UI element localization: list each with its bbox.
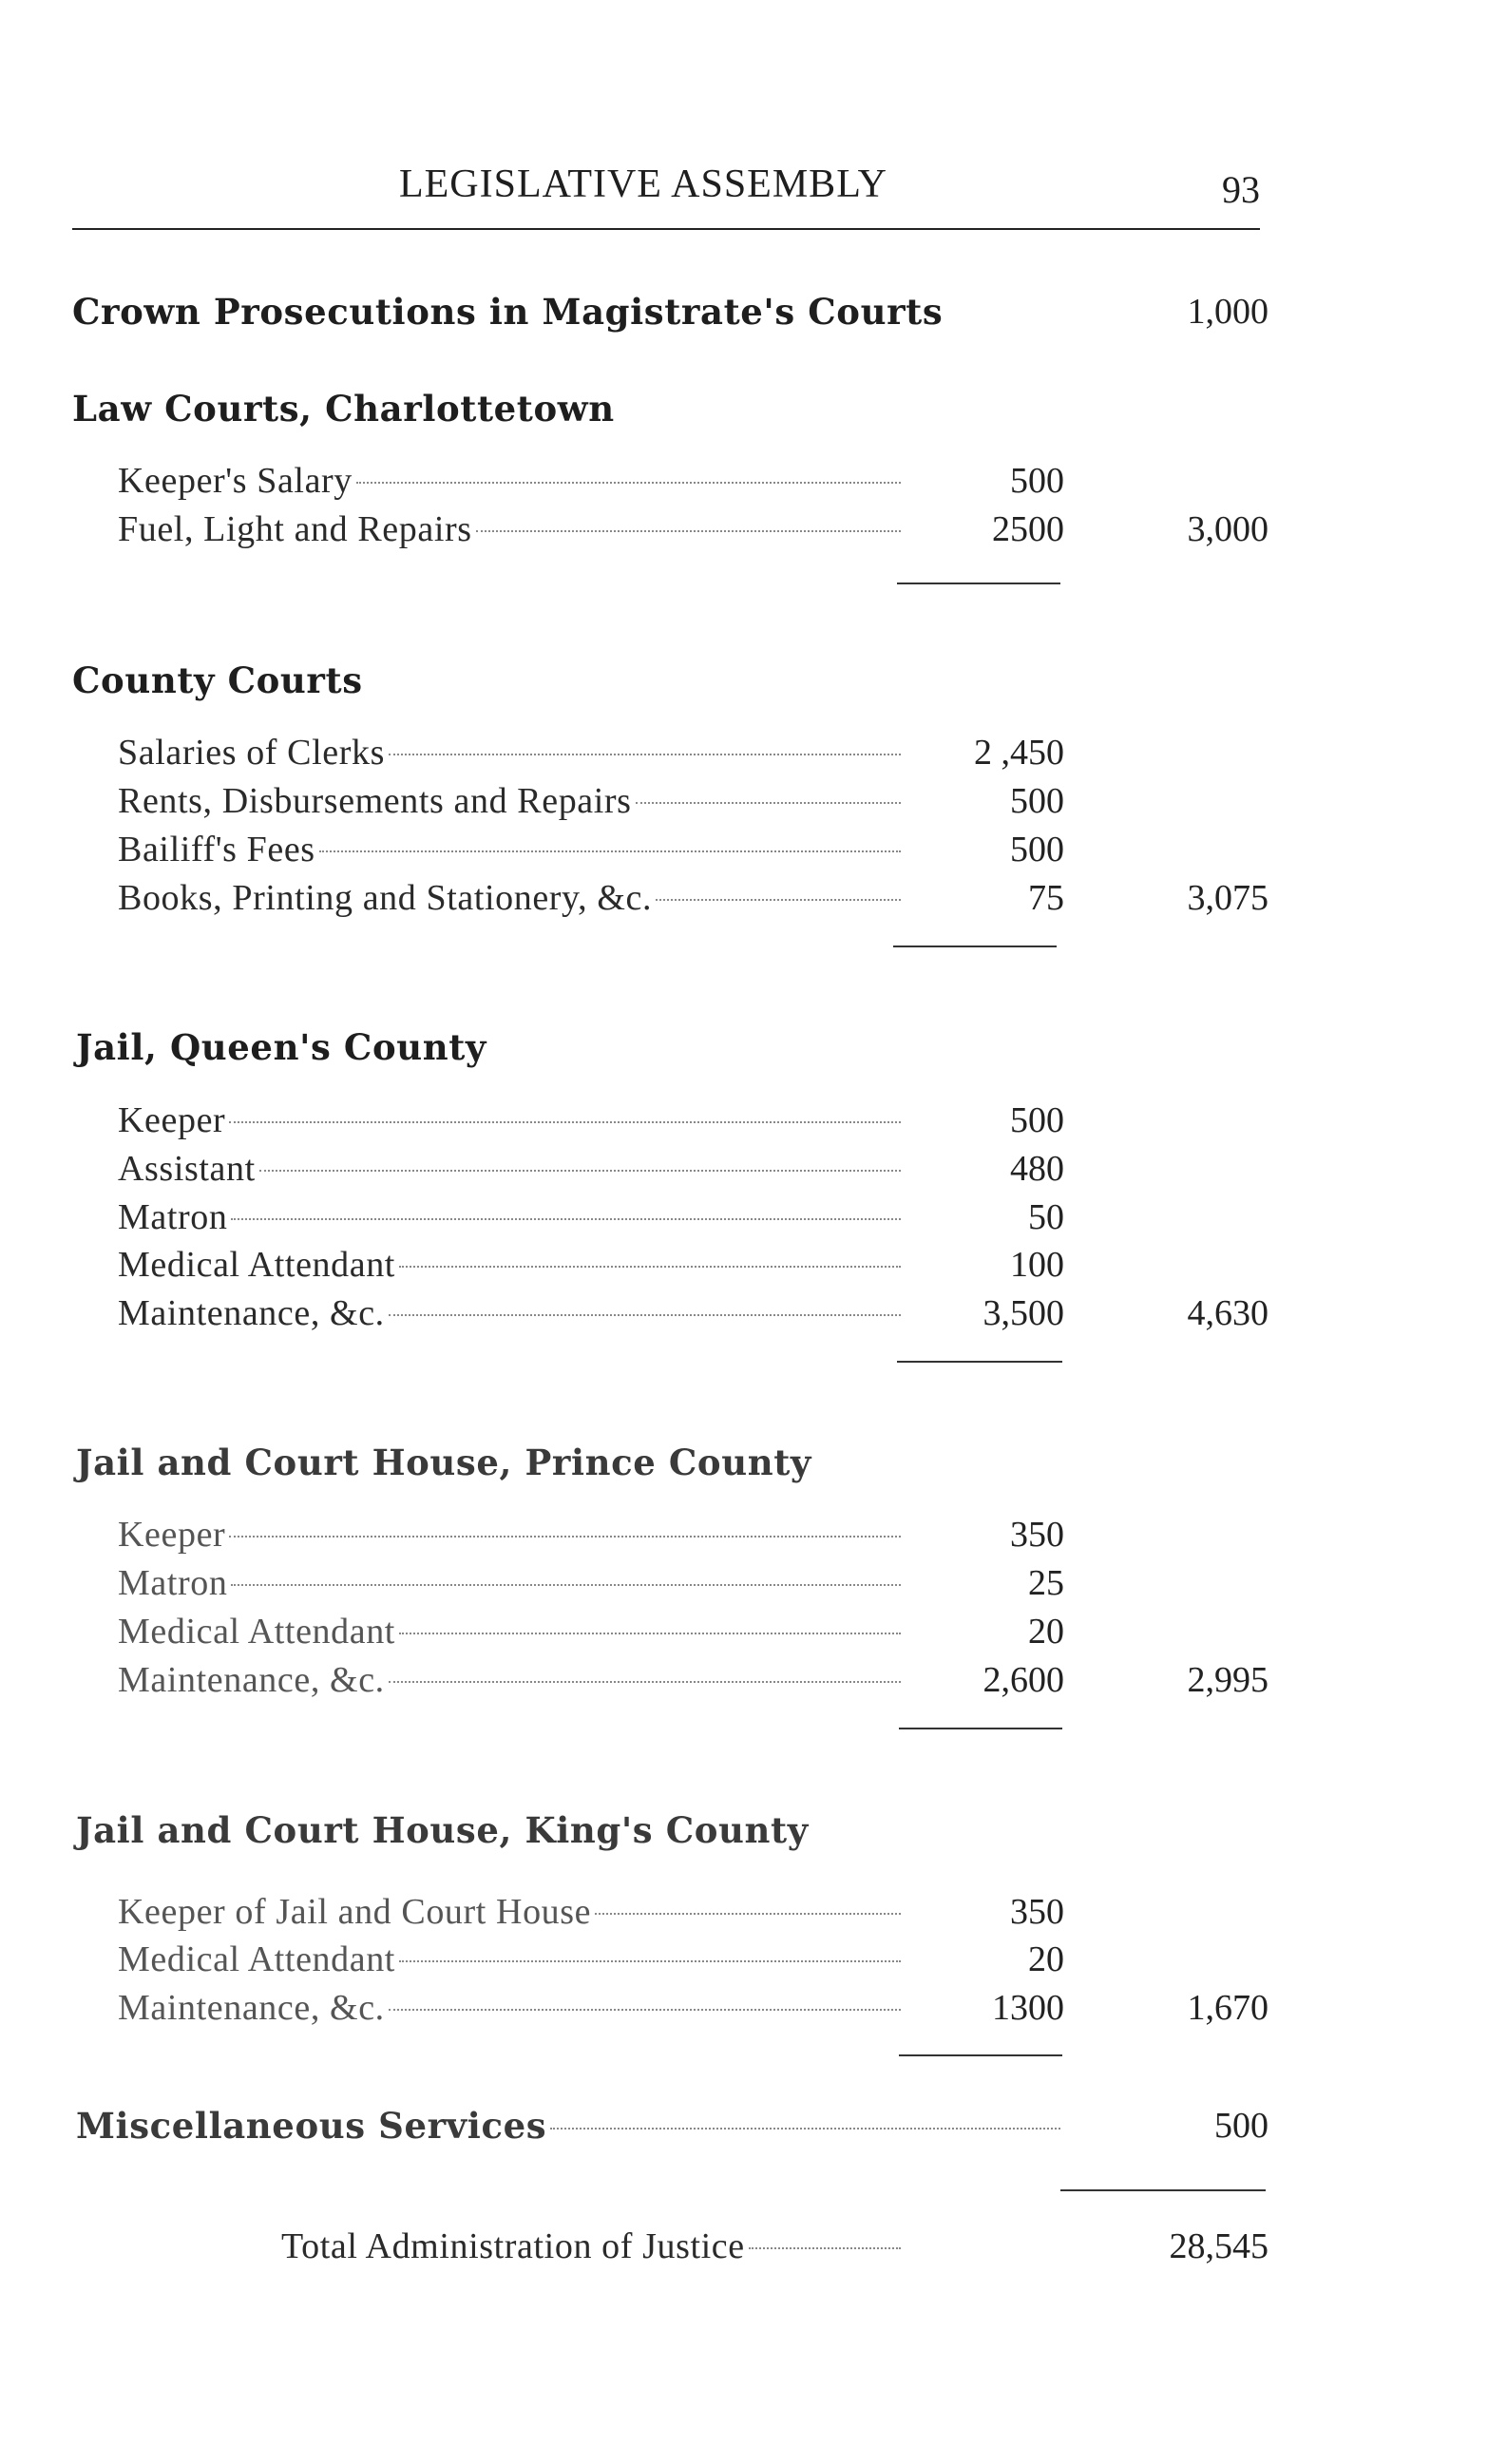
dot-leader bbox=[595, 1913, 901, 1915]
line-item bbox=[118, 780, 901, 822]
line-item-label: Matron bbox=[118, 1197, 228, 1237]
line-item bbox=[118, 732, 901, 774]
dot-leader bbox=[389, 1314, 901, 1316]
line-item-amount: 20 bbox=[1028, 1612, 1064, 1652]
section-total-law-courts: 3,000 bbox=[1187, 509, 1269, 549]
dot-leader bbox=[356, 482, 901, 484]
line-item bbox=[118, 1659, 901, 1701]
line-item bbox=[118, 1148, 901, 1190]
dot-leader bbox=[656, 899, 901, 901]
line-item-label: Medical Attendant bbox=[118, 1612, 395, 1652]
line-item bbox=[118, 460, 901, 502]
line-item-label: Keeper of Jail and Court House bbox=[118, 1892, 592, 1932]
line-item bbox=[118, 829, 901, 870]
dot-leader bbox=[636, 802, 901, 804]
line-item-amount: 50 bbox=[1028, 1197, 1064, 1237]
line-item-label: Keeper bbox=[118, 1515, 226, 1555]
line-item-amount: 2500 bbox=[992, 509, 1064, 549]
line-item bbox=[118, 1196, 901, 1238]
dot-leader bbox=[389, 1681, 901, 1683]
line-item-label: Assistant bbox=[118, 1149, 256, 1189]
subtotal-rule bbox=[899, 2054, 1062, 2056]
line-item-amount: 20 bbox=[1028, 1939, 1064, 1979]
subtotal-rule bbox=[893, 945, 1057, 947]
line-item-amount: 25 bbox=[1028, 1563, 1064, 1603]
line-item bbox=[118, 1562, 901, 1604]
line-item-label: Medical Attendant bbox=[118, 1245, 395, 1285]
grand-total-rule bbox=[1060, 2189, 1266, 2191]
line-item bbox=[118, 1611, 901, 1652]
line-item bbox=[118, 877, 901, 919]
section-heading-misc-services-row bbox=[76, 2105, 1060, 2147]
section-heading-crown-prosecutions: Crown Prosecutions in Magistrate's Courts bbox=[72, 291, 944, 333]
dot-leader bbox=[389, 2009, 901, 2011]
line-item-label: Maintenance, &c. bbox=[118, 1660, 385, 1700]
dot-leader bbox=[231, 1218, 901, 1220]
page-number: 93 bbox=[1222, 168, 1260, 211]
line-item-label: Maintenance, &c. bbox=[118, 1988, 385, 2028]
dot-leader bbox=[749, 2247, 901, 2249]
line-item-amount: 2,600 bbox=[982, 1660, 1064, 1700]
dot-leader bbox=[229, 1536, 901, 1538]
subtotal-rule bbox=[897, 583, 1060, 584]
line-item-amount: 3,500 bbox=[982, 1293, 1064, 1333]
line-item bbox=[118, 1099, 901, 1141]
page-header-title: LEGISLATIVE ASSEMBLY bbox=[399, 162, 887, 206]
section-total-misc-services: 500 bbox=[1214, 2106, 1269, 2146]
line-item-amount: 500 bbox=[1010, 1100, 1064, 1140]
line-item-label: Salaries of Clerks bbox=[118, 733, 385, 773]
dot-leader bbox=[550, 2128, 1060, 2130]
line-item-label: Medical Attendant bbox=[118, 1939, 395, 1979]
section-total-prince-county: 2,995 bbox=[1187, 1660, 1269, 1700]
dot-leader bbox=[319, 850, 901, 852]
header-rule bbox=[72, 228, 1260, 230]
line-item-label: Keeper's Salary bbox=[118, 461, 353, 501]
section-heading-prince-county: Jail and Court House, Prince County bbox=[76, 1442, 812, 1483]
dot-leader bbox=[476, 530, 901, 532]
section-heading-law-courts: Law Courts, Charlottetown bbox=[72, 388, 615, 430]
line-item bbox=[118, 1987, 901, 2029]
line-item-amount: 350 bbox=[1010, 1892, 1064, 1932]
line-item-amount: 500 bbox=[1010, 781, 1064, 821]
line-item-amount: 2 ,450 bbox=[974, 733, 1064, 773]
line-item-amount: 1300 bbox=[992, 1988, 1064, 2028]
line-item bbox=[118, 1891, 901, 1933]
line-item-amount: 480 bbox=[1010, 1149, 1064, 1189]
line-item-label: Matron bbox=[118, 1563, 228, 1603]
grand-total-amount: 28,545 bbox=[1169, 2226, 1269, 2266]
section-total-jail-queens-county: 4,630 bbox=[1187, 1293, 1269, 1333]
line-item-label: Fuel, Light and Repairs bbox=[118, 509, 472, 549]
line-item bbox=[118, 1292, 901, 1334]
line-item-amount: 100 bbox=[1010, 1245, 1064, 1285]
dot-leader bbox=[231, 1584, 901, 1586]
subtotal-rule bbox=[899, 1728, 1062, 1729]
section-heading-jail-queens-county: Jail, Queen's County bbox=[76, 1026, 487, 1068]
section-total-kings-county: 1,670 bbox=[1187, 1988, 1269, 2028]
line-item bbox=[118, 508, 901, 550]
dot-leader bbox=[399, 1960, 901, 1962]
dot-leader bbox=[399, 1633, 901, 1634]
section-total-county-courts: 3,075 bbox=[1187, 878, 1269, 918]
dot-leader bbox=[399, 1266, 901, 1268]
line-item-amount: 75 bbox=[1028, 878, 1064, 918]
line-item-label: Keeper bbox=[118, 1100, 226, 1140]
section-total-crown-prosecutions: 1,000 bbox=[1187, 292, 1269, 332]
line-item-label: Maintenance, &c. bbox=[118, 1293, 385, 1333]
line-item bbox=[118, 1244, 901, 1286]
dot-leader bbox=[389, 754, 901, 755]
line-item-amount: 500 bbox=[1010, 830, 1064, 869]
grand-total-row bbox=[281, 2225, 901, 2267]
dot-leader bbox=[259, 1170, 901, 1172]
line-item-label: Bailiff's Fees bbox=[118, 830, 315, 869]
section-heading-county-courts: County Courts bbox=[72, 659, 363, 701]
line-item-label: Books, Printing and Stationery, &c. bbox=[118, 878, 653, 918]
section-heading-misc-services: Miscellaneous Services bbox=[76, 2105, 547, 2147]
subtotal-rule bbox=[897, 1361, 1062, 1363]
line-item bbox=[118, 1939, 901, 1980]
line-item-label: Rents, Disbursements and Repairs bbox=[118, 781, 632, 821]
section-heading-kings-county: Jail and Court House, King's County bbox=[76, 1809, 809, 1851]
line-item bbox=[118, 1514, 901, 1556]
line-item-amount: 500 bbox=[1010, 461, 1064, 501]
grand-total-label: Total Administration of Justice bbox=[281, 2226, 745, 2266]
line-item-amount: 350 bbox=[1010, 1515, 1064, 1555]
dot-leader bbox=[229, 1121, 901, 1123]
